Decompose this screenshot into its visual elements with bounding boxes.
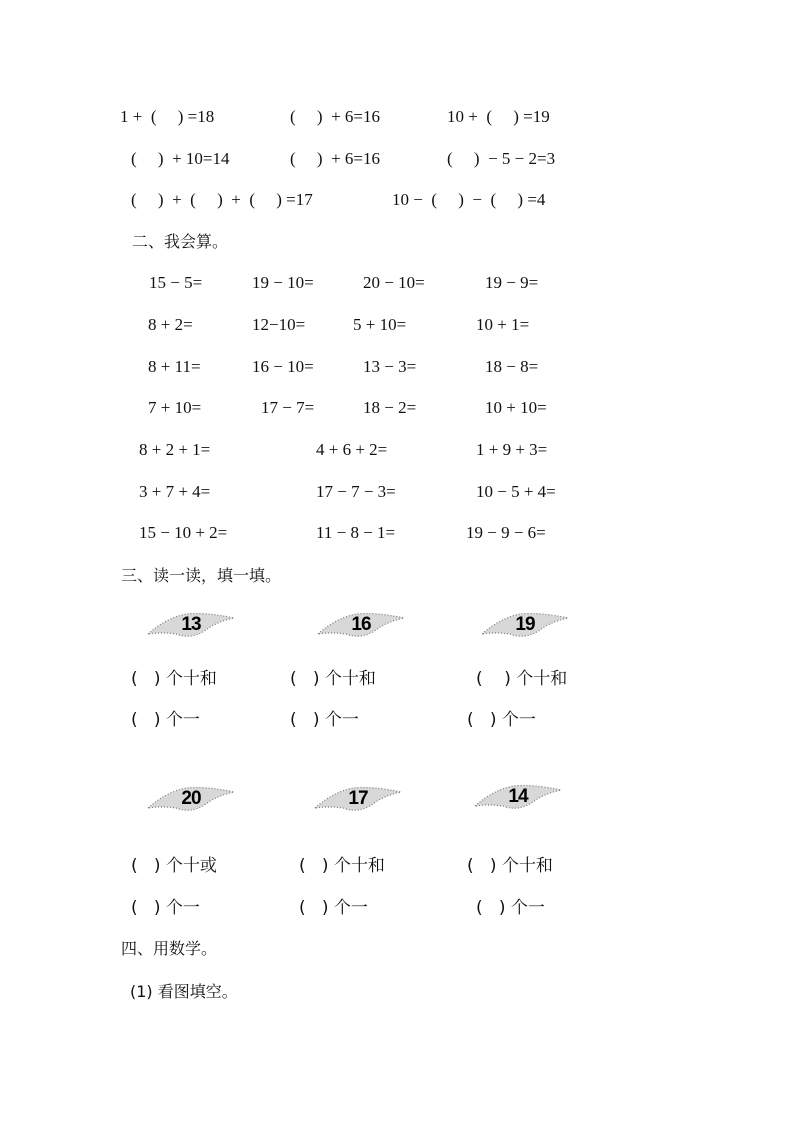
fish-number-icon	[146, 608, 236, 642]
problem: 13 − 3=	[363, 357, 417, 376]
equation: ( ) + 6=16	[290, 149, 380, 168]
problem: 12−10=	[252, 315, 306, 334]
equation: ( ) − 5 − 2=3	[447, 149, 556, 168]
fish-number-icon	[146, 782, 236, 816]
equation: ( ) + 10=14	[131, 149, 230, 168]
equation: 10 + ( ) =19	[447, 107, 550, 126]
problem: 16 − 10=	[252, 357, 314, 376]
ones-label: ( ) 个一	[131, 710, 200, 730]
equation: ( ) + ( ) + ( ) =17	[131, 190, 313, 209]
problem: 10 − 5 + 4=	[476, 482, 556, 501]
fish-number-icon	[313, 782, 403, 816]
problem: 5 + 10=	[353, 315, 407, 334]
ones-label: ( ) 个一	[299, 898, 368, 918]
problem: 15 − 10 + 2=	[139, 523, 228, 542]
problem: 11 − 8 − 1=	[316, 523, 396, 542]
problem: 10 + 10=	[485, 398, 547, 417]
equation: ( ) + 6=16	[290, 107, 380, 126]
section-heading: 四、用数学。	[121, 939, 218, 958]
equation: 10 − ( ) − ( ) =4	[392, 190, 546, 209]
problem: 17 − 7=	[261, 398, 315, 417]
problem: 8 + 2=	[148, 315, 193, 334]
fish-number: 13	[181, 614, 201, 635]
fish-number-icon	[473, 780, 563, 814]
problem: 17 − 7 − 3=	[316, 482, 396, 501]
sub-question: (1) 看图填空。	[130, 982, 238, 1001]
tens-label: ( ) 个十和	[131, 669, 217, 689]
fish-number: 20	[181, 788, 201, 809]
ones-label: ( ) 个一	[131, 898, 200, 918]
section-heading: 二、我会算。	[132, 232, 229, 251]
problem: 3 + 7 + 4=	[139, 482, 211, 501]
problem: 19 − 9=	[485, 273, 539, 292]
problem: 8 + 2 + 1=	[139, 440, 211, 459]
problem: 20 − 10=	[363, 273, 425, 292]
fish-number-icon	[316, 608, 406, 642]
problem: 15 − 5=	[149, 273, 203, 292]
problem: 1 + 9 + 3=	[476, 440, 548, 459]
fish-number-icon	[480, 608, 570, 642]
equation: 1 + ( ) =18	[120, 107, 215, 126]
problem: 19 − 10=	[252, 273, 314, 292]
fish-number: 16	[351, 614, 371, 635]
ones-label: ( ) 个一	[476, 898, 545, 918]
problem: 7 + 10=	[148, 398, 202, 417]
problem: 18 − 2=	[363, 398, 417, 417]
problem: 4 + 6 + 2=	[316, 440, 388, 459]
ones-label: ( ) 个一	[290, 710, 359, 730]
tens-label: ( ) 个十和	[476, 669, 568, 689]
fish-number: 14	[508, 786, 528, 807]
tens-label: ( ) 个十或	[131, 856, 217, 876]
section-heading: 三、读一读，填一填。	[121, 566, 282, 585]
fish-number: 19	[515, 614, 535, 635]
problem: 8 + 11=	[148, 357, 201, 376]
problem: 10 + 1=	[476, 315, 530, 334]
tens-label: ( ) 个十和	[290, 669, 376, 689]
problem: 19 − 9 − 6=	[466, 523, 546, 542]
tens-label: ( ) 个十和	[467, 856, 553, 876]
fish-number: 17	[348, 788, 368, 809]
ones-label: ( ) 个一	[467, 710, 536, 730]
tens-label: ( ) 个十和	[299, 856, 385, 876]
problem: 18 − 8=	[485, 357, 539, 376]
